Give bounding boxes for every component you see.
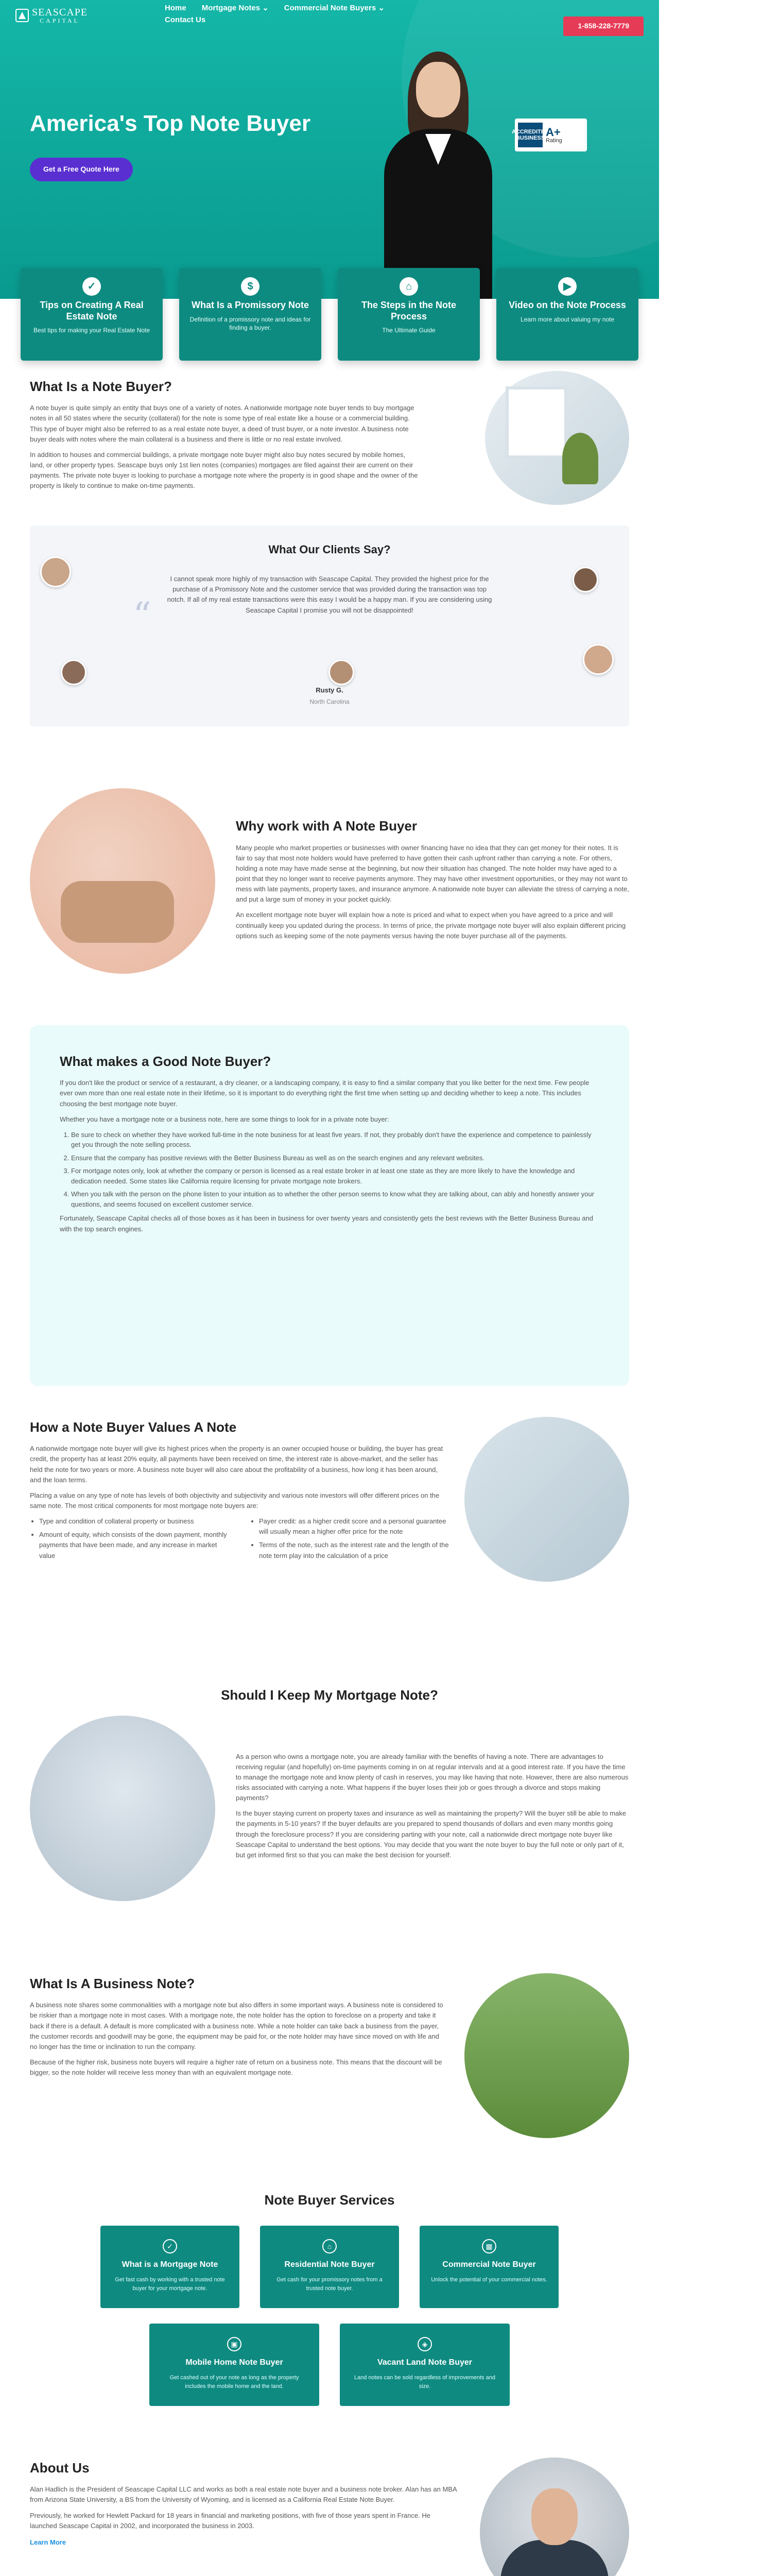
testimonial-quote: I cannot speak more highly of my transaction with Seascape Capital. They provided the highest price for the purchase of a Promissory Note and the customer service that was provided during the transaction was top notch. If all of my real estate transactions were this easy I would be a happy man. If you are considering using Seascape Capital I promise you will not be disappointed! [167, 575, 492, 614]
avatar [573, 567, 598, 592]
why-work-title: Why work with A Note Buyer [236, 818, 417, 834]
why-work-paragraph: An excellent mortgage note buyer will explain how a note is priced and what to expect when you have agreed to a price and will continually keep you updated during the process. In terms of price, the private mortgage note buyer will also explain different pricing options such as keeping some of the note payments versus having the note buyer purchase all of the payments. [236, 911, 626, 940]
testimonial-location: North Carolina [309, 698, 350, 706]
good-buyer-closing: Fortunately, Seascape Capital checks all of those boxes as it has been in business for over twenty years and consistently gets the best reviews with the Better Business Bureau and with the top search engines. [60, 1214, 593, 1233]
free-quote-button[interactable]: Get a Free Quote Here [30, 158, 133, 181]
what-is-paragraph: In addition to houses and commercial buildings, a private mortgage note buyer might also buy notes secured by mobile homes, land, or other property types. Seascape buys only 1st lien notes (companies) mortgages are filed against their are current on their payments. The private note buyer is looking to purchase a mortgage note where the property is in good shape and the owner of the property is likely to continue to make on-time payments. [30, 450, 418, 490]
service-title: Vacant Land Note Buyer [377, 2358, 473, 2367]
house-icon: ⌂ [400, 277, 418, 296]
card-text: Learn more about valuing my note [520, 315, 615, 323]
service-title: Mobile Home Note Buyer [185, 2358, 283, 2367]
business-note-section [0, 1973, 659, 2169]
logo-mark-icon [15, 9, 29, 22]
bbb-rating: A+ [546, 125, 561, 139]
mobile-home-icon: ▣ [227, 2337, 241, 2351]
hero-title: America's Top Note Buyer [30, 111, 311, 136]
check-icon: ✓ [163, 2239, 177, 2253]
site-header [0, 0, 659, 41]
list-item: 4. When you talk with the person on the phone listen to your intuition as to whether the other person seems to know what they are talking about, can ably and honestly answer your questions, and seems focused on excellent customer service. [71, 1189, 599, 1209]
nav-contact-us[interactable]: Contact Us [165, 15, 206, 25]
list-item: 1. Be sure to check on whether they have worked full-time in the note business for at least five years. If not, they probably don't have the experience and competence to painlessly get you through the note selling process. [71, 1130, 599, 1150]
business-note-paragraph: A business note shares some commonalities with a mortgage note but also differs in some important ways. A business note is considered to be riskier than a mortgage note in most cases. With a mortgage note, the note holder has the option to foreclose on a property and take it back if there is a default. A default is more complicated with a business note. While a note holder can take back a business from the payer, the customer records and goodwill may be gone, the equipment may be paid for, or the note holder may have since moved on with life and no longer has the time or inclination to run the company. [30, 2001, 443, 2050]
nav-commercial-note-buyers[interactable]: Commercial Note Buyers ⌄ [284, 4, 385, 12]
nav-mortgage-notes[interactable]: Mortgage Notes ⌄ [201, 4, 269, 12]
values-list-right [259, 1516, 449, 1564]
values-paragraph: Placing a value on any type of note has levels of both objectivity and subjectivity and various note investors will offer different prices on the same note. The most critical components for most mortgage note buyers are: [30, 1491, 440, 1510]
service-text: Land notes can be sold regardless of improvements and size. [354, 2375, 495, 2389]
avatar [61, 659, 86, 685]
bbb-rating-label: Rating [546, 137, 562, 144]
service-text: Get cash for your promissory notes from a trusted note buyer. [276, 2277, 383, 2292]
list-item: • Terms of the note, such as the interest rate and the length of the note term play into the calculation of a price [259, 1540, 449, 1561]
list-item: • Amount of equity, which consists of the down payment, monthly payments that have been made, and any increase in market value [39, 1530, 229, 1561]
service-title: Commercial Note Buyer [442, 2260, 536, 2269]
what-is-note-buyer-section [0, 299, 659, 526]
house-icon: ⌂ [322, 2239, 337, 2253]
service-mobile-home[interactable] [149, 2324, 319, 2406]
office-image [485, 371, 629, 505]
keep-paragraph: Is the buyer staying current on property taxes and insurance as well as maintaining the property? Will the buyer still be able to make the payments in 5-10 years? If the buyer defaults are you prepared to spend thousands of dollars and even many months going through the foreclosure process? If you are considering parting with your note, call a nationwide direct mortgage note buyer like Seascape Capital to understand the best options. You may decide that you want the note buyer to buy the full note or only part of it, but get informed first so that you can make the best decision for yourself. [236, 1809, 627, 1859]
service-text: Get cashed out of your note as long as the property includes the mobile home and the land. [169, 2375, 299, 2389]
list-item: 2. Ensure that the company has positive reviews with the Better Business Bureau as well as on the search engines and any relevant websites. [71, 1153, 599, 1163]
service-text: Get fast cash by working with a trusted note buyer for your mortgage note. [115, 2277, 225, 2292]
keep-note-section [0, 1685, 659, 1953]
card-text: Best tips for making your Real Estate Note [33, 327, 150, 334]
services-section [0, 2190, 659, 2458]
good-buyer-list [71, 1130, 599, 1210]
business-note-paragraph: Because of the higher risk, business note buyers will require a higher rate of return on a business note. This means that the discount will be bigger, so the note holder will receive less money than with an equivalent mortgage note. [30, 2058, 442, 2077]
header-phone-button[interactable]: 1-858-228-7779 [563, 16, 644, 36]
service-residential[interactable] [260, 2226, 399, 2308]
business-note-title: What Is A Business Note? [30, 1976, 195, 1991]
values-paragraph: A nationwide mortgage note buyer will give its highest prices when the property is an owner occupied house or building, the buyer has great credit, the property has at least 20% equity, all payments have been received on time, the interest rate is above-market, and the seller has held the note for two years or more. A business note buyer will also care about the profitability of a business, how long it has been around, and the loan terms. [30, 1445, 443, 1484]
about-title: About Us [30, 2460, 90, 2476]
quote-icon: “ [133, 595, 151, 637]
main-nav [165, 2, 385, 26]
handshake-image [30, 788, 215, 974]
nav-home[interactable]: Home [165, 4, 186, 12]
calculator-image [464, 1417, 629, 1582]
service-title: What is a Mortgage Note [122, 2260, 218, 2269]
hero-woman-image [376, 52, 499, 299]
learn-more-link[interactable]: Learn More [30, 2538, 66, 2546]
president-photo [480, 2458, 629, 2576]
list-item: 3. For mortgage notes only, look at whether the company or person is licensed as a real estate broker in at least one state as they are more likely to have the knowledge and dedication needed. Some states like California require licensing for private mortgage note brokers. [71, 1166, 599, 1186]
card-title: Tips on Creating A Real Estate Note [40, 300, 144, 321]
meeting-image [30, 1716, 215, 1901]
building-icon: ▦ [482, 2239, 496, 2253]
bbb-badge[interactable] [511, 118, 587, 151]
about-paragraph: Alan Hadlich is the President of Seascape Capital LLC and works as both a real estate note buyer and a business note broker. Alan has an MBA from Arizona State University, a BS from the University of Wyoming, and is licensed as a California Real Estate Note Buyer. [30, 2485, 457, 2504]
good-buyer-intro: If you don't like the product or service of a restaurant, a dry cleaner, or a landscaping company, it is easy to find a similar company that you like better for the next time. Few people ever own more than one real estate note in their lifetime, so it is important to do everything right the first time when setting up and deciding whether to keep a note. This includes choosing the best mortgage note buyer. [60, 1079, 590, 1108]
keep-title: Should I Keep My Mortgage Note? [221, 1687, 438, 1703]
card-text: Definition of a promissory note and ideas for finding a buyer. [189, 315, 311, 332]
site-logo[interactable] [15, 7, 88, 24]
testimonial-title: What Our Clients Say? [268, 543, 391, 556]
what-is-paragraph: A note buyer is quite simply an entity that buys one of a variety of notes. A nationwide mortgage note buyer tends to buy mortgage notes in all 50 states where the security (collateral) for the note is some type of real estate like a house or a commercial building. This type of buyer might also be referred to as a real estate note buyer, a deed of trust buyer, or a note investor. A business note buyer deals with notes where the main collateral is a business and there is little or no real estate involved. [30, 404, 414, 443]
what-is-title: What Is a Note Buyer? [30, 379, 172, 394]
testimonial-section [30, 526, 629, 726]
keep-paragraph: As a person who owns a mortgage note, you are already familiar with the benefits of having a note. There are advantages to receiving regular (and hopefully) on-time payments coming in on at regular intervals and at a good interest rate. If you have the time to manage the mortgage note and know plenty of cash in reserves, you may like having that note. However, there are also numerous risks associated with carrying a note. What happens if the buyer loses their job or goes through a divorce and stops making payments? [236, 1752, 629, 1802]
logo-name: SEASCAPE [32, 7, 88, 18]
values-list-left [39, 1516, 229, 1564]
card-text: The Ultimate Guide [382, 327, 436, 334]
why-work-paragraph: Many people who market properties or businesses with owner financing have no idea that they can get money for their notes. It is fair to say that most note holders would have preferred to have gotten their cash upfront rather than carrying a note. For others, holding a note may have made sense at the beginning, but now their situation has changed. The note holder may have aged to a point that they no longer want to receive payments anymore. They may have other investment opportunities, or they may not want to mess with late payments, property taxes, and insurance anymore. A nationwide note buyer can alleviate the stress of carrying a note, and put a large sum of money in your pocket quickly. [236, 843, 629, 904]
card-title: Video on the Note Process [509, 300, 626, 310]
check-icon: ✓ [82, 277, 101, 296]
avatar [328, 659, 354, 685]
services-title: Note Buyer Services [264, 2192, 395, 2208]
good-buyer-intro: Whether you have a mortgage note or a business note, here are some things to look for in a private note buyer: [60, 1115, 389, 1123]
why-work-section [0, 757, 659, 1005]
card-title: The Steps in the Note Process [361, 300, 457, 321]
bbb-logo: ACCREDITED BUSINESS [518, 123, 543, 147]
dollar-icon: $ [241, 277, 259, 296]
service-text: Unlock the potential of your commercial notes. [431, 2277, 547, 2283]
service-title: Residential Note Buyer [284, 2260, 375, 2269]
coins-plant-image [464, 1973, 629, 2138]
play-icon: ▶ [558, 277, 577, 296]
list-item: • Type and condition of collateral property or business [39, 1516, 229, 1527]
values-section [0, 1417, 659, 1664]
testimonial-author: Rusty G. [316, 686, 343, 694]
good-note-buyer-section [30, 1025, 629, 1386]
about-paragraph: Previously, he worked for Hewlett Packard for 18 years in financial and marketing positions, with five of those years spent in France. He launched Seascape Capital in 2002, and incorporated the business in 2003. [30, 2511, 430, 2530]
list-item: • Payer credit: as a higher credit score and a personal guarantee will usually mean a higher offer price for the note [259, 1516, 449, 1537]
logo-sub: CAPITAL [40, 17, 80, 24]
good-buyer-title: What makes a Good Note Buyer? [60, 1054, 271, 1069]
service-mortgage-note[interactable] [100, 2226, 239, 2308]
avatar [40, 556, 71, 587]
values-title: How a Note Buyer Values A Note [30, 1419, 237, 1435]
service-commercial[interactable] [420, 2226, 559, 2308]
service-vacant-land[interactable] [340, 2324, 510, 2406]
card-title: What Is a Promissory Note [191, 300, 309, 310]
about-section [0, 2458, 659, 2576]
avatar [583, 644, 614, 675]
hero-section [0, 0, 659, 334]
land-icon: ◈ [418, 2337, 432, 2351]
